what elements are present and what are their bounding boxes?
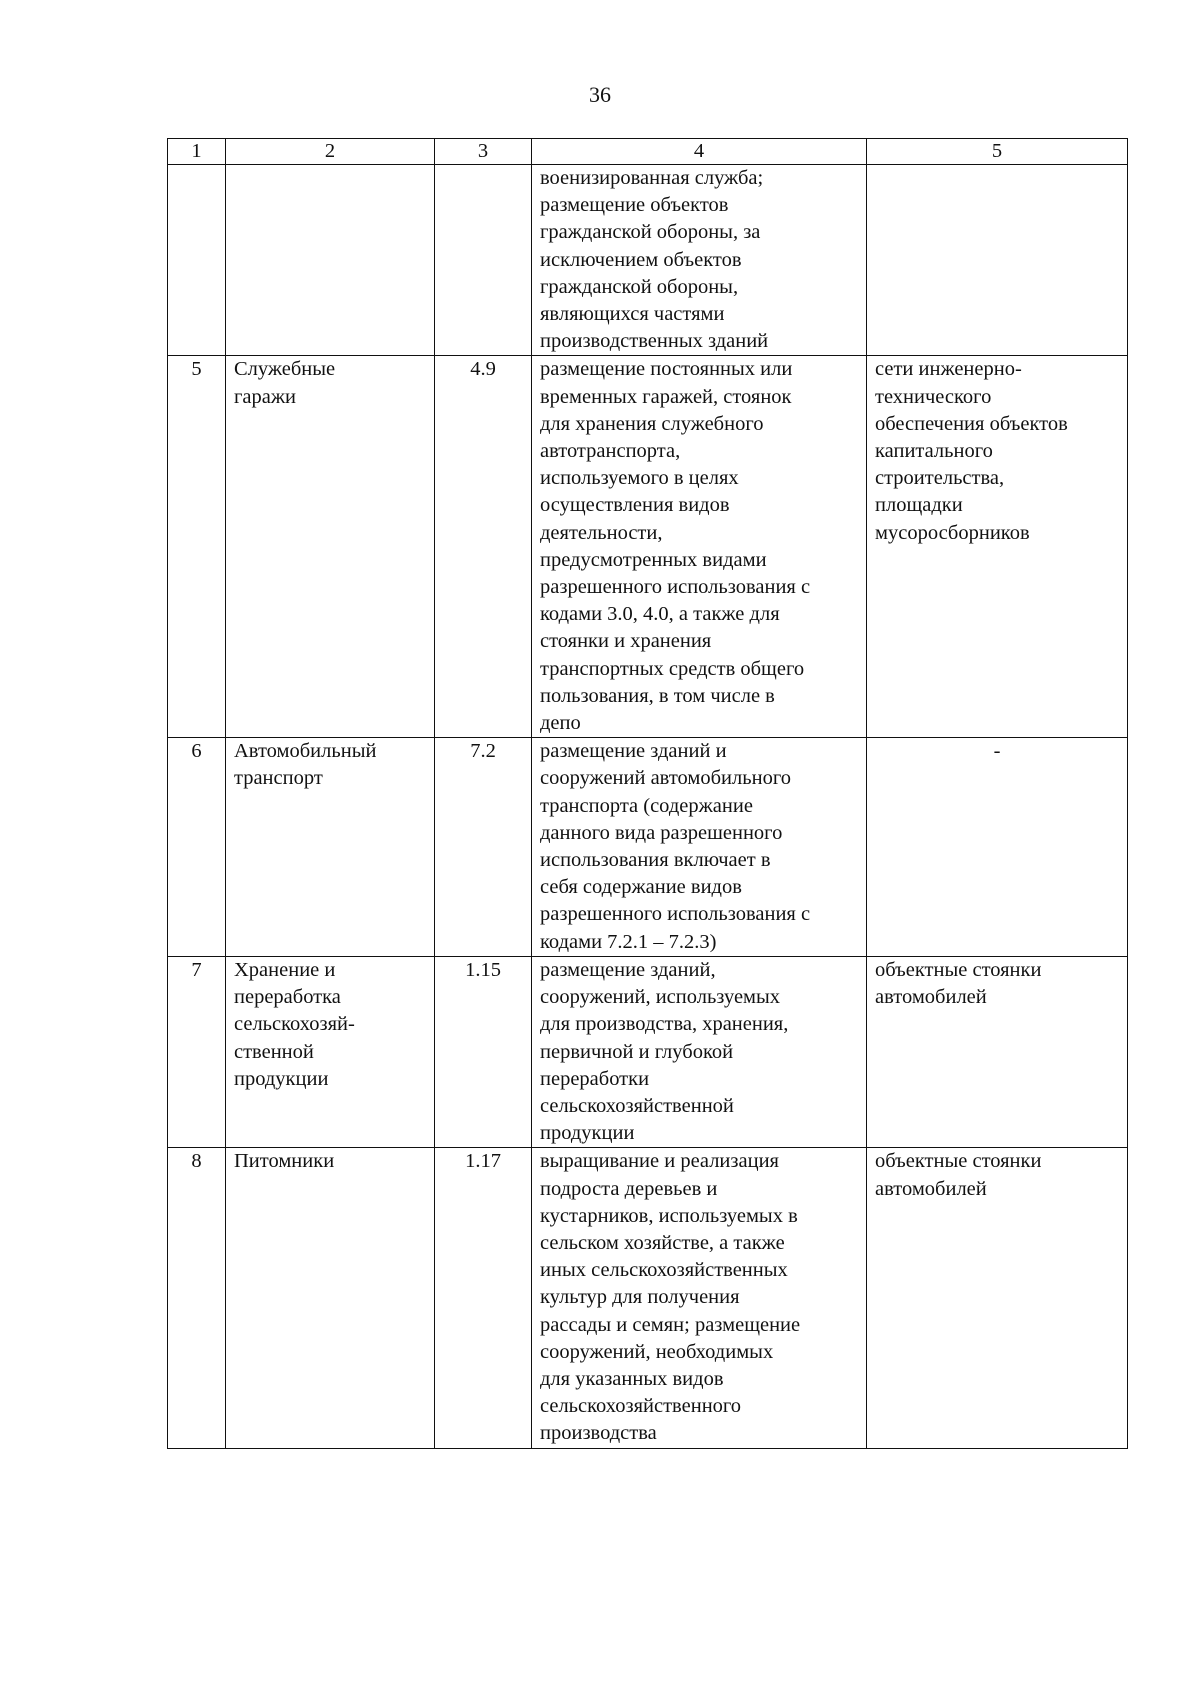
column-header-1: 1: [168, 139, 226, 165]
land-use-code-cell: [435, 165, 532, 356]
table-row: [168, 165, 1128, 356]
table-row: [168, 956, 1128, 1147]
auxiliary-use-cell: объектные стоянки автомобилей: [867, 956, 1128, 1147]
land-use-code-cell: 7.2: [435, 738, 532, 957]
row-number-cell: 7: [168, 956, 226, 1147]
auxiliary-use-cell: [867, 165, 1128, 356]
row-number-cell: 6: [168, 738, 226, 957]
auxiliary-use-cell: -: [867, 738, 1128, 957]
land-use-name-cell: [226, 165, 435, 356]
row-number-cell: 8: [168, 1148, 226, 1448]
auxiliary-use-cell: объектные стоянки автомобилей: [867, 1148, 1128, 1448]
description-cell: военизированная служба; размещение объектов гражданской обороны, за исключением объектов гражданской обороны, являющихся частями производственных зданий: [532, 165, 867, 356]
land-use-name-cell: Хранение и переработка сельскохозяй- ственной продукции: [226, 956, 435, 1147]
land-use-code-cell: 1.17: [435, 1148, 532, 1448]
column-header-4: 4: [532, 139, 867, 165]
row-number-cell: [168, 165, 226, 356]
description-cell: размещение зданий и сооружений автомобильного транспорта (содержание данного вида разрешенного использования включает в себя содержание видов разрешенного использования с кодами 7.2.1 – 7.2.3): [532, 738, 867, 957]
land-use-name-cell: Питомники: [226, 1148, 435, 1448]
column-header-5: 5: [867, 139, 1128, 165]
column-header-3: 3: [435, 139, 532, 165]
description-cell: выращивание и реализация подроста деревьев и кустарников, используемых в сельском хозяйстве, а также иных сельскохозяйственных культур для получения рассады и семян; размещение сооружений, необходимых для указанных видов сельскохозяйственного производства: [532, 1148, 867, 1448]
page-number: 36: [589, 82, 611, 107]
description-cell: размещение зданий, сооружений, используемых для производства, хранения, первичной и глубокой переработки сельскохозяйственной продукции: [532, 956, 867, 1147]
table-header-row: [168, 139, 1128, 165]
column-header-2: 2: [226, 139, 435, 165]
table-row: [168, 738, 1128, 957]
land-use-name-cell: Автомобильный транспорт: [226, 738, 435, 957]
row-number-cell: 5: [168, 356, 226, 738]
land-use-name-cell: Служебные гаражи: [226, 356, 435, 738]
description-cell: размещение постоянных или временных гаражей, стоянок для хранения служебного автотранспорта, используемого в целях осуществления видов деятельности, предусмотренных видами разрешенного использования с кодами 3.0, 4.0, а также для стоянки и хранения транспортных средств общего пользования, в том числе в депо: [532, 356, 867, 738]
land-use-table: [167, 138, 1128, 1449]
land-use-code-cell: 1.15: [435, 956, 532, 1147]
table-row: [168, 356, 1128, 738]
table-row: [168, 1148, 1128, 1448]
land-use-code-cell: 4.9: [435, 356, 532, 738]
auxiliary-use-cell: сети инженерно- технического обеспечения объектов капитального строительства, площадки мусоросборников: [867, 356, 1128, 738]
